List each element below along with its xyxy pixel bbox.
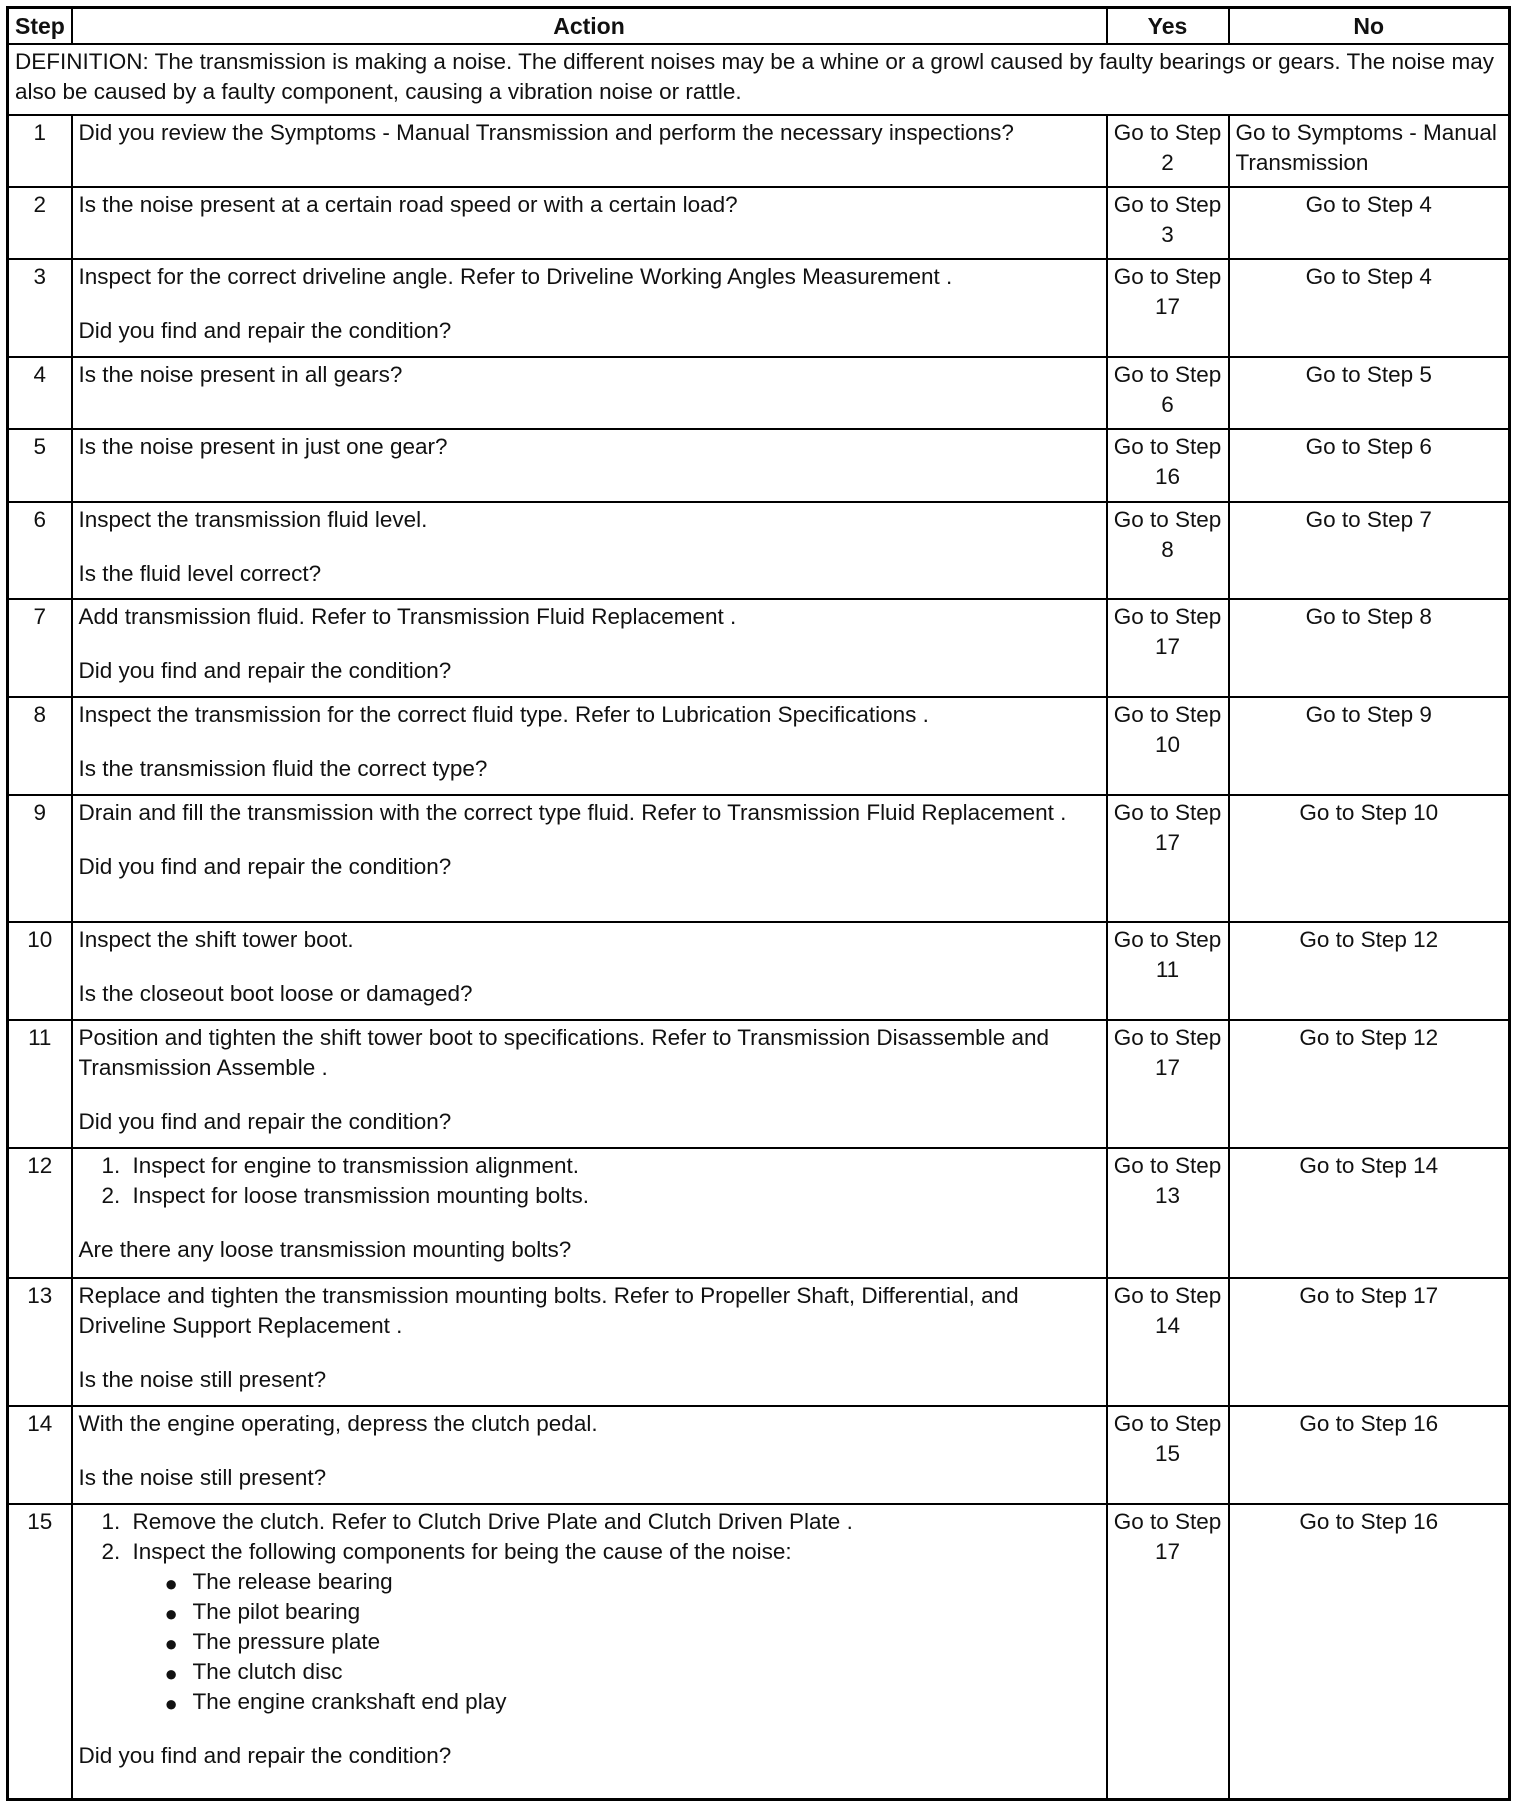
yes-link[interactable]: Go to Step 6 (1107, 357, 1229, 429)
numbered-list (79, 1507, 1100, 1717)
step-number: 1 (8, 115, 72, 187)
no-link[interactable]: Go to Step 16 (1229, 1504, 1510, 1800)
bullet-text: The release bearing (192, 1568, 393, 1594)
question-text: Are there any loose transmission mounting bolts? (78, 1236, 572, 1262)
step-number: 7 (8, 599, 72, 697)
bullet-item (163, 1687, 1100, 1717)
yes-link[interactable]: Go to Step 17 (1107, 1020, 1229, 1148)
bullet-text: The clutch disc (192, 1658, 343, 1684)
yes-link[interactable]: Go to Step 2 (1107, 115, 1229, 187)
bullet-text: The pressure plate (192, 1628, 381, 1654)
bullet-icon: ● (164, 1690, 178, 1716)
table-row (8, 357, 1510, 429)
action-text: Did you review the Symptoms - Manual Transmission and perform the necessary inspections? (72, 115, 1107, 187)
header-action: Action (72, 8, 1107, 45)
list-item: 1. Remove the clutch. Refer to Clutch Drive Plate and Clutch Driven Plate . (127, 1507, 1100, 1537)
action-text: Position and tighten the shift tower boot to specifications. Refer to Transmission Disassemble and Transmission Assemble . (78, 1024, 1049, 1080)
no-link[interactable]: Go to Step 14 (1229, 1148, 1510, 1279)
yes-link[interactable]: Go to Step 15 (1107, 1406, 1229, 1504)
action-cell (72, 1406, 1107, 1504)
step-number: 3 (8, 259, 72, 357)
action-cell (72, 697, 1107, 795)
spacer (79, 1717, 1100, 1741)
action-text: Inspect the transmission fluid level. (78, 506, 428, 532)
step-number: 5 (8, 429, 72, 501)
table-row (8, 259, 1510, 357)
bullet-list (133, 1567, 1100, 1717)
step-number: 8 (8, 697, 72, 795)
yes-link[interactable]: Go to Step 13 (1107, 1148, 1229, 1279)
spacer (79, 1439, 1100, 1463)
bullet-icon: ● (164, 1600, 178, 1626)
step-number: 14 (8, 1406, 72, 1504)
bullet-item (163, 1597, 1100, 1627)
definition-text: DEFINITION: The transmission is making a noise. The different noises may be a whine or a growl caused by faulty bearings or gears. The noise may also be caused by a faulty component, causing a vibration noise or rattle. (8, 44, 1510, 114)
action-cell (72, 1278, 1107, 1406)
step-number: 11 (8, 1020, 72, 1148)
action-text: Is the noise present at a certain road speed or with a certain load? (72, 187, 1107, 259)
no-link[interactable]: Go to Step 5 (1229, 357, 1510, 429)
step-number: 4 (8, 357, 72, 429)
yes-link[interactable]: Go to Step 3 (1107, 187, 1229, 259)
no-link[interactable]: Go to Symptoms - Manual Transmission (1229, 115, 1510, 187)
action-text: Inspect the transmission for the correct fluid type. Refer to Lubrication Specifications . (78, 701, 929, 727)
yes-link[interactable]: Go to Step 17 (1107, 259, 1229, 357)
bullet-item (163, 1657, 1100, 1687)
step-number: 12 (8, 1148, 72, 1279)
spacer (79, 1211, 1100, 1235)
action-cell (72, 922, 1107, 1020)
question-text: Did you find and repair the condition? (78, 318, 452, 344)
no-link[interactable]: Go to Step 17 (1229, 1278, 1510, 1406)
action-cell (72, 502, 1107, 600)
step-number: 9 (8, 795, 72, 923)
action-text: Add transmission fluid. Refer to Transmission Fluid Replacement . (78, 604, 737, 630)
header-step: Step (8, 8, 72, 45)
no-link[interactable]: Go to Step 7 (1229, 502, 1510, 600)
yes-link[interactable]: Go to Step 10 (1107, 697, 1229, 795)
bullet-text: The engine crankshaft end play (192, 1688, 507, 1714)
bullet-icon: ● (164, 1660, 178, 1686)
question-text: Did you find and repair the condition? (78, 1108, 452, 1134)
action-cell (72, 1020, 1107, 1148)
diagnostic-table-container (6, 6, 1508, 1801)
action-text: Is the noise present in all gears? (72, 357, 1107, 429)
table-row (8, 115, 1510, 187)
step-number: 13 (8, 1278, 72, 1406)
spacer (79, 828, 1100, 852)
question-text: Is the noise still present? (78, 1367, 327, 1393)
action-text: Is the noise present in just one gear? (72, 429, 1107, 501)
table-row (8, 429, 1510, 501)
spacer (79, 730, 1100, 754)
no-link[interactable]: Go to Step 12 (1229, 922, 1510, 1020)
spacer (79, 292, 1100, 316)
yes-link[interactable]: Go to Step 11 (1107, 922, 1229, 1020)
spacer (79, 632, 1100, 656)
numbered-list (79, 1151, 1100, 1211)
bullet-text: The pilot bearing (192, 1598, 361, 1624)
list-item (127, 1537, 1100, 1717)
list-item-text: Inspect the following components for being the cause of the noise: (132, 1538, 792, 1564)
header-no: No (1229, 8, 1510, 45)
action-cell (72, 1148, 1107, 1279)
bullet-item (163, 1567, 1100, 1597)
header-yes: Yes (1107, 8, 1229, 45)
bullet-icon: ● (164, 1570, 178, 1596)
no-link[interactable]: Go to Step 16 (1229, 1406, 1510, 1504)
action-cell (72, 259, 1107, 357)
bullet-item (163, 1627, 1100, 1657)
step-number: 10 (8, 922, 72, 1020)
table-row (8, 599, 1510, 697)
action-text: Inspect the shift tower boot. (78, 927, 354, 953)
yes-link[interactable]: Go to Step 17 (1107, 1504, 1229, 1800)
action-text: With the engine operating, depress the clutch pedal. (78, 1411, 598, 1437)
list-item: 1. Inspect for engine to transmission alignment. (127, 1151, 1100, 1181)
question-text: Is the closeout boot loose or damaged? (78, 981, 473, 1007)
question-text: Did you find and repair the condition? (78, 853, 452, 879)
list-item: 2. Inspect for loose transmission mounting bolts. (127, 1181, 1100, 1211)
table-row (8, 1148, 1510, 1279)
yes-link[interactable]: Go to Step 8 (1107, 502, 1229, 600)
table-row (8, 502, 1510, 600)
no-link[interactable]: Go to Step 12 (1229, 1020, 1510, 1148)
action-text: Drain and fill the transmission with the correct type fluid. Refer to Transmission Fluid Replacement . (78, 799, 1067, 825)
spacer (79, 535, 1100, 559)
action-text: Replace and tighten the transmission mounting bolts. Refer to Propeller Shaft, Differential, and Driveline Support Replacement . (78, 1283, 1019, 1339)
table-row (8, 697, 1510, 795)
no-link[interactable]: Go to Step 9 (1229, 697, 1510, 795)
no-link[interactable]: Go to Step 10 (1229, 795, 1510, 923)
question-text: Is the fluid level correct? (78, 560, 322, 586)
header-row (8, 8, 1510, 45)
table-row (8, 1406, 1510, 1504)
no-link[interactable]: Go to Step 4 (1229, 259, 1510, 357)
question-text: Is the noise still present? (78, 1465, 327, 1491)
spacer (79, 1083, 1100, 1107)
yes-link[interactable]: Go to Step 17 (1107, 795, 1229, 923)
spacer (79, 1341, 1100, 1365)
table-row (8, 1020, 1510, 1148)
table-row (8, 1504, 1510, 1800)
step-number: 15 (8, 1504, 72, 1800)
yes-link[interactable]: Go to Step 16 (1107, 429, 1229, 501)
step-number: 2 (8, 187, 72, 259)
question-text: Is the transmission fluid the correct type? (78, 755, 488, 781)
definition-row (8, 44, 1510, 114)
table-row (8, 1278, 1510, 1406)
no-link[interactable]: Go to Step 8 (1229, 599, 1510, 697)
no-link[interactable]: Go to Step 6 (1229, 429, 1510, 501)
step-number: 6 (8, 502, 72, 600)
action-text: Inspect for the correct driveline angle. Refer to Driveline Working Angles Measurement . (78, 264, 953, 290)
spacer (79, 955, 1100, 979)
question-text: Did you find and repair the condition? (78, 1742, 452, 1768)
yes-link[interactable]: Go to Step 17 (1107, 599, 1229, 697)
no-link[interactable]: Go to Step 4 (1229, 187, 1510, 259)
table-row (8, 922, 1510, 1020)
action-cell (72, 1504, 1107, 1800)
diagnostic-table (6, 6, 1511, 1801)
action-cell (72, 795, 1107, 923)
yes-link[interactable]: Go to Step 14 (1107, 1278, 1229, 1406)
question-text: Did you find and repair the condition? (78, 658, 452, 684)
table-row (8, 187, 1510, 259)
bullet-icon: ● (164, 1630, 178, 1656)
action-cell (72, 599, 1107, 697)
table-row (8, 795, 1510, 923)
